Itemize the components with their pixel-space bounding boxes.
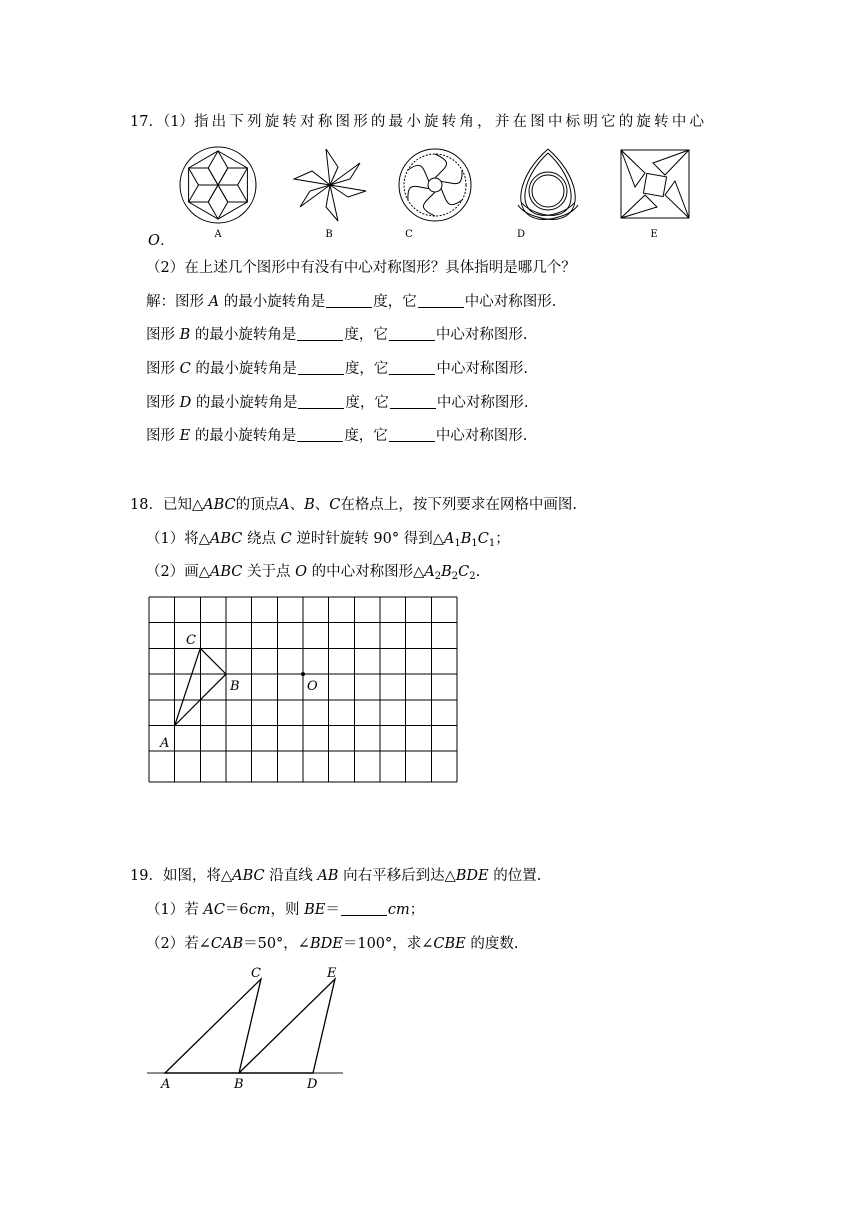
triangle-abc-fig — [165, 979, 261, 1073]
q17-answer-row-e: 图形 E 的最小旋转角是 度，它 中心对称图形. — [146, 428, 528, 444]
q19-part1: （1）若 AC＝6cm，则 BE＝ cm； — [146, 902, 425, 918]
answer-blank-symmetry-d[interactable] — [390, 394, 436, 409]
answer-blank-symmetry-c[interactable] — [389, 360, 435, 375]
q17-answer-row-b: 图形 B 的最小旋转角是 度，它 中心对称图形. — [146, 327, 528, 343]
figure-a — [180, 147, 256, 223]
q18-grid — [148, 596, 460, 786]
figure-label-c: C — [405, 229, 413, 240]
answer-blank-angle-e[interactable] — [297, 427, 343, 442]
grid-label-o: O — [307, 679, 318, 694]
q18-part2: （2）画△ABC 关于点 O 的中心对称图形$\triangle A_2B_2C_2$. — [146, 564, 481, 582]
answer-blank-symmetry-a[interactable] — [418, 293, 464, 308]
grid-label-b: B — [230, 679, 240, 694]
q17-part2: （2）在上述几个图形中有没有中心对称图形？具体指明是哪几个？ — [146, 260, 576, 276]
answer-blank-angle-d[interactable] — [298, 394, 344, 409]
q19-stem: 19．如图，将△ABC 沿直线 AB 向右平移后到达△BDE 的位置. — [130, 868, 542, 884]
answer-blank-angle-c[interactable] — [298, 360, 344, 375]
answer-blank-angle-b[interactable] — [297, 326, 343, 341]
fig-label-a: A — [161, 1077, 171, 1092]
figure-label-d: D — [516, 229, 526, 240]
figure-c — [399, 149, 471, 221]
fig-label-d: D — [307, 1077, 318, 1092]
figure-e — [621, 150, 689, 218]
triangle-bde-fig — [239, 979, 335, 1073]
point-o — [301, 672, 305, 676]
answer-blank-symmetry-e[interactable] — [389, 427, 435, 442]
q17-answer-row-a: 解：图形 A 的最小旋转角是 度，它 中心对称图形. — [146, 294, 557, 310]
q17-o-tail: O． — [148, 233, 175, 249]
fig-label-e: E — [327, 966, 337, 981]
q17-answer-row-c: 图形 C 的最小旋转角是 度，它 中心对称图形. — [146, 361, 528, 377]
q17-figures — [170, 140, 730, 240]
fig-label-c: C — [251, 966, 261, 981]
q19-part2: （2）若∠CAB＝50°，∠BDE＝100°，求∠CBE 的度数. — [146, 936, 519, 952]
figure-d — [518, 149, 578, 219]
figure-label-a: A — [214, 229, 222, 240]
q18-stem: 18．已知△ABC的顶点A、B、C在格点上，按下列要求在网格中画图. — [130, 497, 577, 513]
q17-stem: 17．（1）指出下列旋转对称图形的最小旋转角，并在图中标明它的旋转中心 — [130, 114, 708, 130]
q18-part1: （1）将△ABC 绕点 C 逆时针旋转 90° 得到$\triangle A_1B_1C_1$； — [146, 531, 510, 549]
grid-label-c: C — [186, 633, 196, 648]
answer-blank-symmetry-b[interactable] — [389, 326, 435, 341]
answer-blank-be[interactable] — [341, 901, 387, 916]
q17-answer-row-d: 图形 D 的最小旋转角是 度，它 中心对称图形. — [146, 395, 529, 411]
fig-label-b: B — [234, 1077, 244, 1092]
grid-label-a: A — [160, 736, 170, 751]
answer-blank-angle-a[interactable] — [326, 293, 372, 308]
figure-b — [294, 149, 366, 221]
figure-label-b: B — [325, 229, 333, 240]
figure-label-e: E — [650, 229, 658, 240]
q19-figure — [145, 962, 355, 1092]
